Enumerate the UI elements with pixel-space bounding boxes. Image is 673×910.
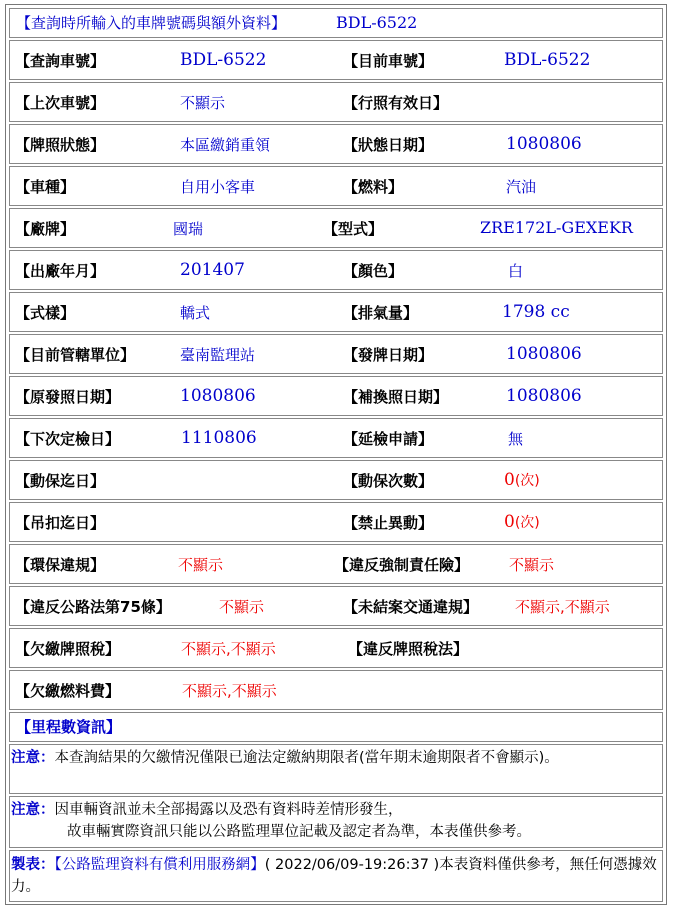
label-next-inspection-date: 【下次定檢日】 xyxy=(15,430,121,448)
label-unpaid-fuel-fee: 【欠繳燃料費】 xyxy=(15,682,121,700)
label-plate-status: 【牌照狀態】 xyxy=(15,136,106,154)
value-vehicle-type: 自用小客車 xyxy=(180,178,256,196)
label-license-valid-date: 【行照有效日】 xyxy=(343,94,449,112)
table-row xyxy=(9,124,663,164)
value-original-license-date: 1080806 xyxy=(180,386,256,406)
label-jurisdiction: 【目前管轄單位】 xyxy=(15,346,136,364)
vehicle-info-table xyxy=(5,4,667,905)
label-status-date: 【狀態日期】 xyxy=(343,136,434,154)
value-pending-traffic-violation: 不顯示,不顯示 xyxy=(515,598,610,616)
table-row xyxy=(9,670,663,710)
label-body-style: 【式樣】 xyxy=(15,304,76,322)
table-row xyxy=(9,544,663,584)
label-insurance-violation: 【違反強制責任險】 xyxy=(334,556,470,574)
note-row xyxy=(9,744,663,794)
table-row xyxy=(9,418,663,458)
value-current-plate: BDL-6522 xyxy=(504,50,591,70)
label-transfer-prohibited: 【禁止異動】 xyxy=(343,514,434,532)
label-highway-act-violation: 【違反公路法第75條】 xyxy=(15,598,171,616)
value-fuel: 汽油 xyxy=(506,178,537,196)
table-row xyxy=(9,208,663,248)
value-next-inspection-date: 1110806 xyxy=(181,428,257,448)
label-displacement: 【排氣量】 xyxy=(343,304,419,322)
label-environmental-violation: 【環保違規】 xyxy=(15,556,106,574)
label-issue-date: 【發牌日期】 xyxy=(343,346,434,364)
value-previous-plate: 不顯示 xyxy=(180,94,226,112)
label-previous-plate: 【上次車號】 xyxy=(15,94,106,112)
table-row xyxy=(9,40,663,80)
label-reissue-license-date: 【補換照日期】 xyxy=(343,388,449,406)
label-fuel: 【燃料】 xyxy=(343,178,404,196)
label-license-tax-violation: 【違反牌照稅法】 xyxy=(348,640,469,658)
note-row xyxy=(9,850,663,902)
table-row xyxy=(9,628,663,668)
table-row xyxy=(9,82,663,122)
value-jurisdiction: 臺南監理站 xyxy=(180,346,256,364)
value-status-date: 1080806 xyxy=(506,134,582,154)
mileage-header-row xyxy=(9,712,663,742)
label-suspension-end: 【吊扣迄日】 xyxy=(15,514,106,532)
query-header-title: 【查詢時所輸入的車牌號碼與額外資料】 xyxy=(16,14,287,32)
note-row xyxy=(9,796,663,848)
value-inspection-extension: 無 xyxy=(508,430,524,448)
value-manufacture-date: 201407 xyxy=(180,260,245,280)
note-disclaimer: 注意：因車輛資訊並未全部揭露以及恐有資料時差情形發生， 故車輛實際資訊只能以公路監理單位記載及認定者為準，本表僅供參考。 xyxy=(11,802,531,840)
label-chattel-mortgage-count: 【動保次數】 xyxy=(343,472,434,490)
query-header-row xyxy=(9,8,663,38)
table-row xyxy=(9,586,663,626)
value-unpaid-fuel-fee: 不顯示,不顯示 xyxy=(182,682,277,700)
value-model: ZRE172L-GEXEKR xyxy=(480,218,633,237)
label-original-license-date: 【原發照日期】 xyxy=(15,388,121,406)
note-source: 製表：【公路監理資料有償利用服務網】( 2022/06/09-19:26:37 )本表資料僅供參考，無任何憑據效力。 xyxy=(11,857,657,895)
label-vehicle-type: 【車種】 xyxy=(15,178,76,196)
value-issue-date: 1080806 xyxy=(506,344,582,364)
value-brand: 國瑞 xyxy=(173,220,204,238)
table-row xyxy=(9,334,663,374)
value-insurance-violation: 不顯示 xyxy=(509,556,555,574)
label-chattel-mortgage-end: 【動保迄日】 xyxy=(15,472,106,490)
value-body-style: 轎式 xyxy=(180,304,211,322)
table-row xyxy=(9,460,663,500)
table-row xyxy=(9,292,663,332)
label-model: 【型式】 xyxy=(323,220,384,238)
value-reissue-license-date: 1080806 xyxy=(506,386,582,406)
label-unpaid-license-tax: 【欠繳牌照稅】 xyxy=(15,640,121,658)
label-brand: 【廠牌】 xyxy=(15,220,76,238)
label-manufacture-date: 【出廠年月】 xyxy=(15,262,106,280)
value-chattel-mortgage-count: 0(次) xyxy=(504,470,540,490)
table-row xyxy=(9,376,663,416)
table-row xyxy=(9,250,663,290)
table-row xyxy=(9,166,663,206)
note-unpaid-scope: 注意：本查詢結果的欠繳情況僅限已逾法定繳納期限者(當年期末逾期限者不會顯示)。 xyxy=(11,750,559,766)
label-inspection-extension: 【延檢申請】 xyxy=(343,430,434,448)
value-environmental-violation: 不顯示 xyxy=(178,556,224,574)
value-highway-act-violation: 不顯示 xyxy=(219,598,265,616)
value-query-plate: BDL-6522 xyxy=(180,50,267,70)
label-query-plate: 【查詢車號】 xyxy=(15,52,106,70)
label-current-plate: 【目前車號】 xyxy=(343,52,434,70)
table-row xyxy=(9,502,663,542)
value-plate-status: 本區繳銷重領 xyxy=(180,136,271,154)
query-header-plate: BDL-6522 xyxy=(336,13,418,32)
value-transfer-prohibited: 0(次) xyxy=(504,512,540,532)
value-unpaid-license-tax: 不顯示,不顯示 xyxy=(181,640,276,658)
label-pending-traffic-violation: 【未結案交通違規】 xyxy=(343,598,479,616)
source-link[interactable]: 【公路監理資料有償利用服務網】 xyxy=(54,857,265,873)
mileage-title: 【里程數資訊】 xyxy=(16,718,122,736)
value-displacement: 1798 cc xyxy=(502,302,570,322)
value-color: 白 xyxy=(508,262,524,280)
label-color: 【顏色】 xyxy=(343,262,404,280)
